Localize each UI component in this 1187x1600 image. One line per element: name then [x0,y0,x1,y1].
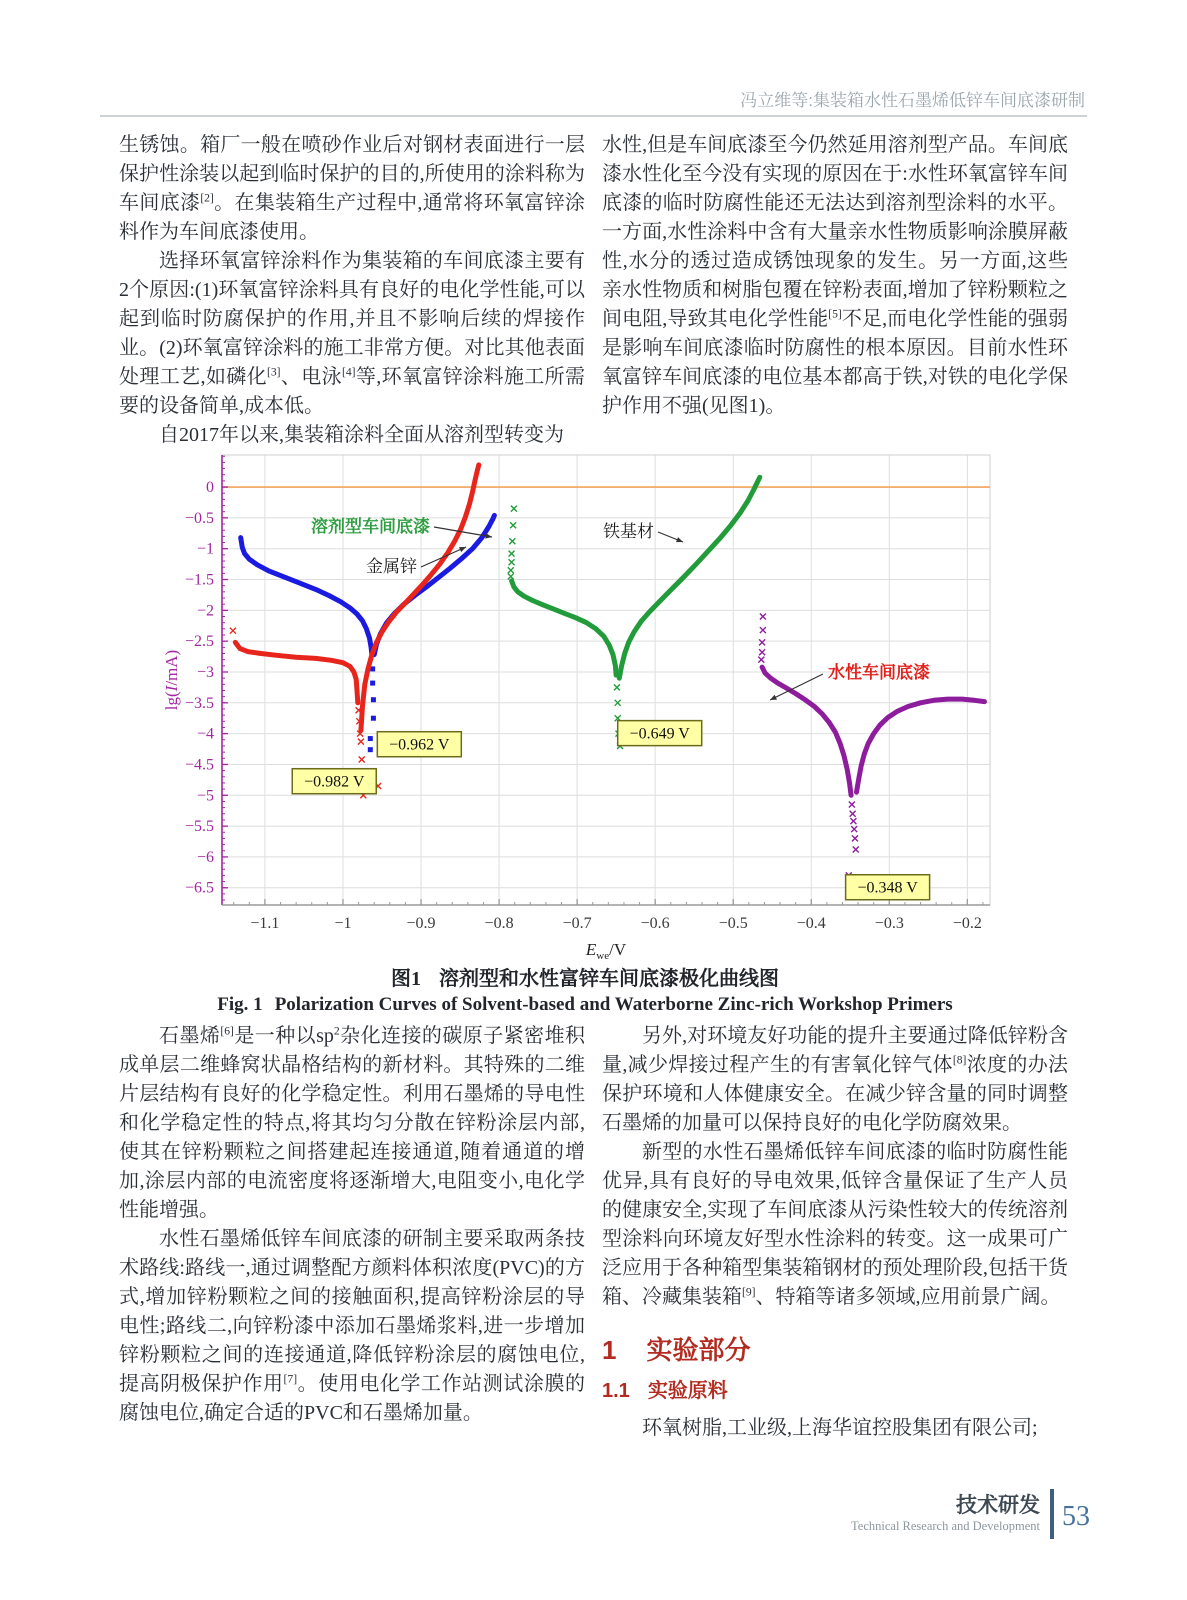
paragraph: 自2017年以来,集装箱涂料全面从溶剂型转变为 [159,424,564,446]
svg-text:−1: −1 [196,540,214,558]
right-column-top [602,131,1068,450]
svg-text:−6: −6 [196,848,214,866]
svg-text:−0.2: −0.2 [952,915,982,932]
right-column-bottom-text2 [602,1414,1068,1443]
paragraph: 石墨烯[6]是一种以$sp^2$杂化连接的碳原子紧密堆积成单层二维蜂窝状晶格结构的新材料。其特殊的二维片层结构有良好的化学稳定性。利用石墨烯的导电性和化学稳定性的特点,将其均匀分散在锌粉涂层内部,使其在锌粉颗粒之间搭建起连接通道,随着通道的增加,涂层内部的电流密度将逐渐增大,电阻变小,电化学性能增强。 [119,1024,586,1221]
figure-title-cn: 溶剂型和水性富锌车间底漆极化曲线图 [439,968,779,990]
svg-text:−5: −5 [196,787,214,805]
svg-text:−0.8: −0.8 [484,915,514,932]
svg-text:−0.5: −0.5 [184,509,214,527]
svg-text:−6.5: −6.5 [184,879,214,897]
footer-section-en: Technical Research and Development [851,1518,1040,1533]
svg-text:−5.5: −5.5 [184,818,214,836]
right-column-bottom-text [602,1022,1068,1312]
svg-text:−0.9: −0.9 [406,915,436,932]
header-rule [100,115,1087,117]
svg-text:−4: −4 [196,725,214,743]
right-column-bottom [602,1022,1068,1443]
top-text-columns [119,131,1068,450]
subsection-number: 1.1 [602,1380,630,1402]
svg-text:−0.6: −0.6 [640,915,670,932]
polarization-chart [155,448,1015,962]
svg-text:水性车间底漆: 水性车间底漆 [828,663,930,682]
paragraph: 另外,对环境友好功能的提升主要通过降低锌粉含量,减少焊接过程产生的有害氧化锌气体[8]浓度的办法保护环境和人体健康安全。在减少锌含量的同时调整石墨烯的加量可以保持良好的电化学防腐效果。 [602,1025,1069,1134]
page-number: 53 [1062,1501,1090,1532]
footer-section-cn: 技术研发 [956,1493,1040,1517]
svg-text:金属锌: 金属锌 [366,557,417,576]
svg-text:−0.649 V: −0.649 V [629,725,690,743]
left-column-bottom [119,1022,585,1443]
svg-text:铁基材: 铁基材 [603,522,654,541]
paragraph: 选择环氧富锌涂料作为集装箱的车间底漆主要有2个原因:(1)环氧富锌涂料具有良好的电化学性能,可以起到临时防腐保护的作用,并且不影响后续的焊接作业。(2)环氧富锌涂料的施工非常方便。对比其他表面处理工艺,如磷化[3]、电泳[4]等,环氧富锌涂料施工所需要的设备简单,成本低。 [119,250,586,417]
svg-text:−0.3: −0.3 [874,915,904,932]
svg-text:−3.5: −3.5 [184,694,214,712]
figure-1 [155,448,1015,1016]
figure-caption [155,962,1015,1016]
svg-text:−2.5: −2.5 [184,633,214,651]
section-title: 实验部分 [646,1335,751,1365]
svg-text:−0.962 V: −0.962 V [389,736,450,754]
svg-text:溶剂型车间底漆: 溶剂型车间底漆 [311,517,430,536]
svg-text:−3: −3 [196,663,214,681]
paragraph: 新型的水性石墨烯低锌车间底漆的临时防腐性能优异,具有良好的导电效果,低锌含量保证了生产人员的健康安全,实现了车间底漆从污染性较大的传统溶剂型涂料向环境友好型水性涂料的转变。这一成果可广泛应用于各种箱型集装箱钢材的预处理阶段,包括干货箱、冷藏集装箱[9]、特箱等诸多领域,应用前景广阔。 [602,1141,1068,1308]
subsection-title: 实验原料 [647,1380,728,1402]
footer-section [851,1494,1040,1535]
svg-text:−0.982 V: −0.982 V [304,773,365,791]
svg-text:Ewe/V: $E_{we}/V$ [585,940,627,962]
svg-text:0: 0 [206,479,214,497]
svg-text:lg(I/mA): lg(I/mA) [162,649,181,711]
svg-text:−0.348 V: −0.348 V [857,879,918,897]
footer-divider [1050,1489,1054,1539]
paragraph: 生锈蚀。箱厂一般在喷砂作业后对钢材表面进行一层保护性涂装以起到临时保护的目的,所使用的涂料称为车间底漆[2]。在集装箱生产过程中,通常将环氧富锌涂料作为车间底漆使用。 [119,134,586,243]
svg-text:−0.5: −0.5 [718,915,748,932]
running-head: 冯立维等:集装箱水性石墨烯低锌车间底漆研制 [740,91,1085,110]
bottom-text-columns [119,1022,1068,1443]
figure-caption-cn [155,962,1015,991]
page-footer [851,1489,1090,1539]
svg-text:−4.5: −4.5 [184,756,214,774]
svg-text:−1.5: −1.5 [184,571,214,589]
figure-title-en: Polarization Curves of Solvent-based and Waterborne Zinc-rich Workshop Primers [274,994,953,1015]
paragraph: 水性石墨烯低锌车间底漆的研制主要采取两条技术路线:路线一,通过调整配方颜料体积浓度(PVC)的方式,增加锌粉颗粒之间的接触面积,提高锌粉涂层的导电性;路线二,向锌粉漆中添加石墨烯浆料,进一步增加锌粉颗粒之间的连接通道,降低锌粉涂层的腐蚀电位,提高阴极保护作用[7]。使用电化学工作站测试涂膜的腐蚀电位,确定合适的PVC和石墨烯加量。 [119,1228,586,1424]
svg-text:−0.4: −0.4 [796,915,826,932]
left-column-top [119,131,585,450]
paragraph: 环氧树脂,工业级,上海华谊控股集团有限公司; [642,1417,1038,1439]
figure-number-en: Fig. 1 [217,994,263,1015]
figure-number-cn: 图1 [391,968,421,990]
figure-caption-en [155,994,1015,1016]
svg-text:−2: −2 [196,602,214,620]
section-heading-1-1 [602,1377,1068,1406]
section-number: 1 [602,1335,617,1365]
svg-text:−1.1: −1.1 [250,915,280,932]
paragraph: 水性,但是车间底漆至今仍然延用溶剂型产品。车间底漆水性化至今没有实现的原因在于:水性环氧富锌车间底漆的临时防腐性能还无法达到溶剂型涂料的水平。一方面,水性涂料中含有大量亲水性物质影响涂膜屏蔽性,水分的透过造成锈蚀现象的发生。另一方面,这些亲水性物质和树脂包覆在锌粉表面,增加了锌粉颗粒之间电阻,导致其电化学性能[5]不足,而电化学性能的强弱是影响车间底漆临时防腐性的根本原因。目前水性环氧富锌车间底漆的电位基本都高于铁,对铁的电化学保护作用不强(见图1)。 [602,134,1068,417]
svg-text:−1: −1 [334,915,352,932]
svg-text:−0.7: −0.7 [562,915,592,932]
section-heading-1 [602,1336,1068,1365]
